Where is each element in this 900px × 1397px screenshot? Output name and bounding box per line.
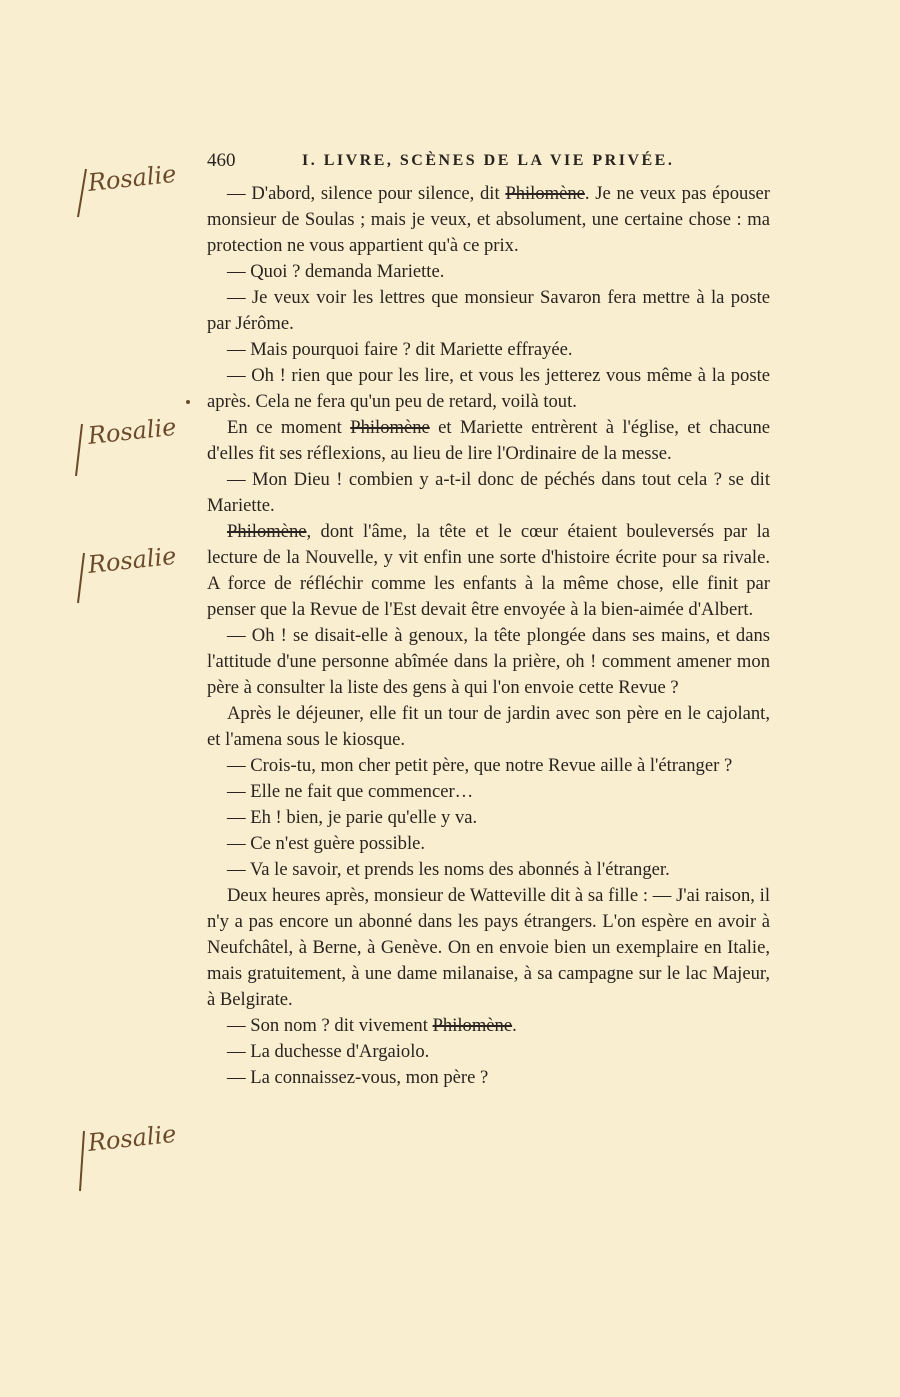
paragraph <box>207 415 770 467</box>
paragraph <box>207 1039 770 1065</box>
margin-note-1 <box>70 159 200 225</box>
paragraph <box>207 779 770 805</box>
ink-mark <box>186 400 190 404</box>
struck-name: Philomène <box>227 521 307 542</box>
text-run: — D'abord, silence pour silence, dit <box>227 183 506 204</box>
paragraph <box>207 337 770 363</box>
struck-name: Philomène <box>350 417 430 438</box>
text-run: — La connaissez-vous, mon père ? <box>227 1067 489 1088</box>
text-run: — Quoi ? demanda Mariette. <box>227 261 445 282</box>
handwritten-correction: Rosalie <box>86 1119 178 1157</box>
paragraph <box>207 701 770 753</box>
paragraph <box>207 519 770 623</box>
handwritten-correction: Rosalie <box>86 412 178 450</box>
paragraph <box>207 623 770 701</box>
text-run: . Je ne veux pas épouser monsieur de Soulas ; mais je veux, et absolument, une certaine chose : ma protection ne vous appartient qu'à ce prix. <box>207 183 771 256</box>
paragraph <box>207 259 770 285</box>
paragraph <box>207 1013 770 1039</box>
text-run: . <box>512 1015 517 1036</box>
text-run: Après le déjeuner, elle fit un tour de jardin avec son père en le cajolant, et l'amena sous le kiosque. <box>207 703 770 750</box>
body-text <box>207 181 770 1091</box>
paragraph <box>207 883 770 1013</box>
text-run: — Oh ! rien que pour les lire, et vous les jetterez vous même à la poste après. Cela ne fera qu'un peu de retard, voilà tout. <box>207 365 770 412</box>
margin-note-2 <box>70 412 200 478</box>
text-run: — La duchesse d'Argaiolo. <box>227 1041 430 1062</box>
paragraph <box>207 831 770 857</box>
text-run: — Mais pourquoi faire ? dit Mariette effrayée. <box>227 339 573 360</box>
text-run: — Je veux voir les lettres que monsieur Savaron fera mettre à la poste par Jérôme. <box>207 287 770 334</box>
text-run: En ce moment <box>227 417 351 438</box>
paragraph <box>207 363 770 415</box>
text-run: et Mariette entrèrent à l'église, et chacune d'elles fit ses réflexions, au lieu de lire l'Ordinaire de la messe. <box>207 417 770 464</box>
paragraph <box>207 857 770 883</box>
paragraph <box>207 1065 770 1091</box>
page-number: 460 <box>207 150 236 171</box>
text-run: — Eh ! bien, je parie qu'elle y va. <box>227 807 478 828</box>
text-run: — Son nom ? dit vivement <box>227 1015 433 1036</box>
paragraph <box>207 753 770 779</box>
paragraph <box>207 805 770 831</box>
paragraph <box>207 467 770 519</box>
text-run: Deux heures après, monsieur de Watteville dit à sa fille : — J'ai raison, il n'y a pas encore un abonné dans les pays étrangers. L'on espère en avoir à Neufchâtel, à Berne, à Genève. On en envoie bien un exemplaire en Italie, mais gratuitement, à une dame milanaise, à sa campagne sur le lac Majeur, à Belgirate. <box>207 885 770 1010</box>
paragraph <box>207 285 770 337</box>
paragraph <box>207 181 770 259</box>
text-run: — Elle ne fait que commencer… <box>227 781 474 802</box>
text-run: , dont l'âme, la tête et le cœur étaient bouleversés par la lecture de la Nouvelle, y vit enfin une sorte d'histoire écrite pour sa rivale. A force de réfléchir comme les enfants à la même chose, elle finit par penser que la Revue de l'Est devait être envoyée à la bien-aimée d'Albert. <box>207 521 770 620</box>
struck-name: Philomène <box>432 1015 513 1036</box>
text-run: — Ce n'est guère possible. <box>227 833 426 854</box>
handwritten-correction: Rosalie <box>86 541 178 579</box>
margin-note-4 <box>70 1119 200 1185</box>
text-run: — Mon Dieu ! combien y a-t-il donc de péchés dans tout cela ? se dit Mariette. <box>207 469 770 516</box>
margin-note-3 <box>70 541 200 607</box>
running-title: I. LIVRE, SCÈNES DE LA VIE PRIVÉE. <box>302 152 675 169</box>
text-run: — Crois-tu, mon cher petit père, que notre Revue aille à l'étranger ? <box>227 755 733 776</box>
handwritten-correction: Rosalie <box>86 159 178 197</box>
text-run: — Oh ! se disait-elle à genoux, la tête plongée dans ses mains, et dans l'attitude d'une personne abîmée dans la prière, oh ! comment amener mon père à consulter la liste des gens à qui l'on envoie cette Revue ? <box>207 625 770 698</box>
struck-name: Philomène <box>505 183 585 204</box>
text-run: — Va le savoir, et prends les noms des abonnés à l'étranger. <box>227 859 670 880</box>
page-header <box>207 150 770 176</box>
